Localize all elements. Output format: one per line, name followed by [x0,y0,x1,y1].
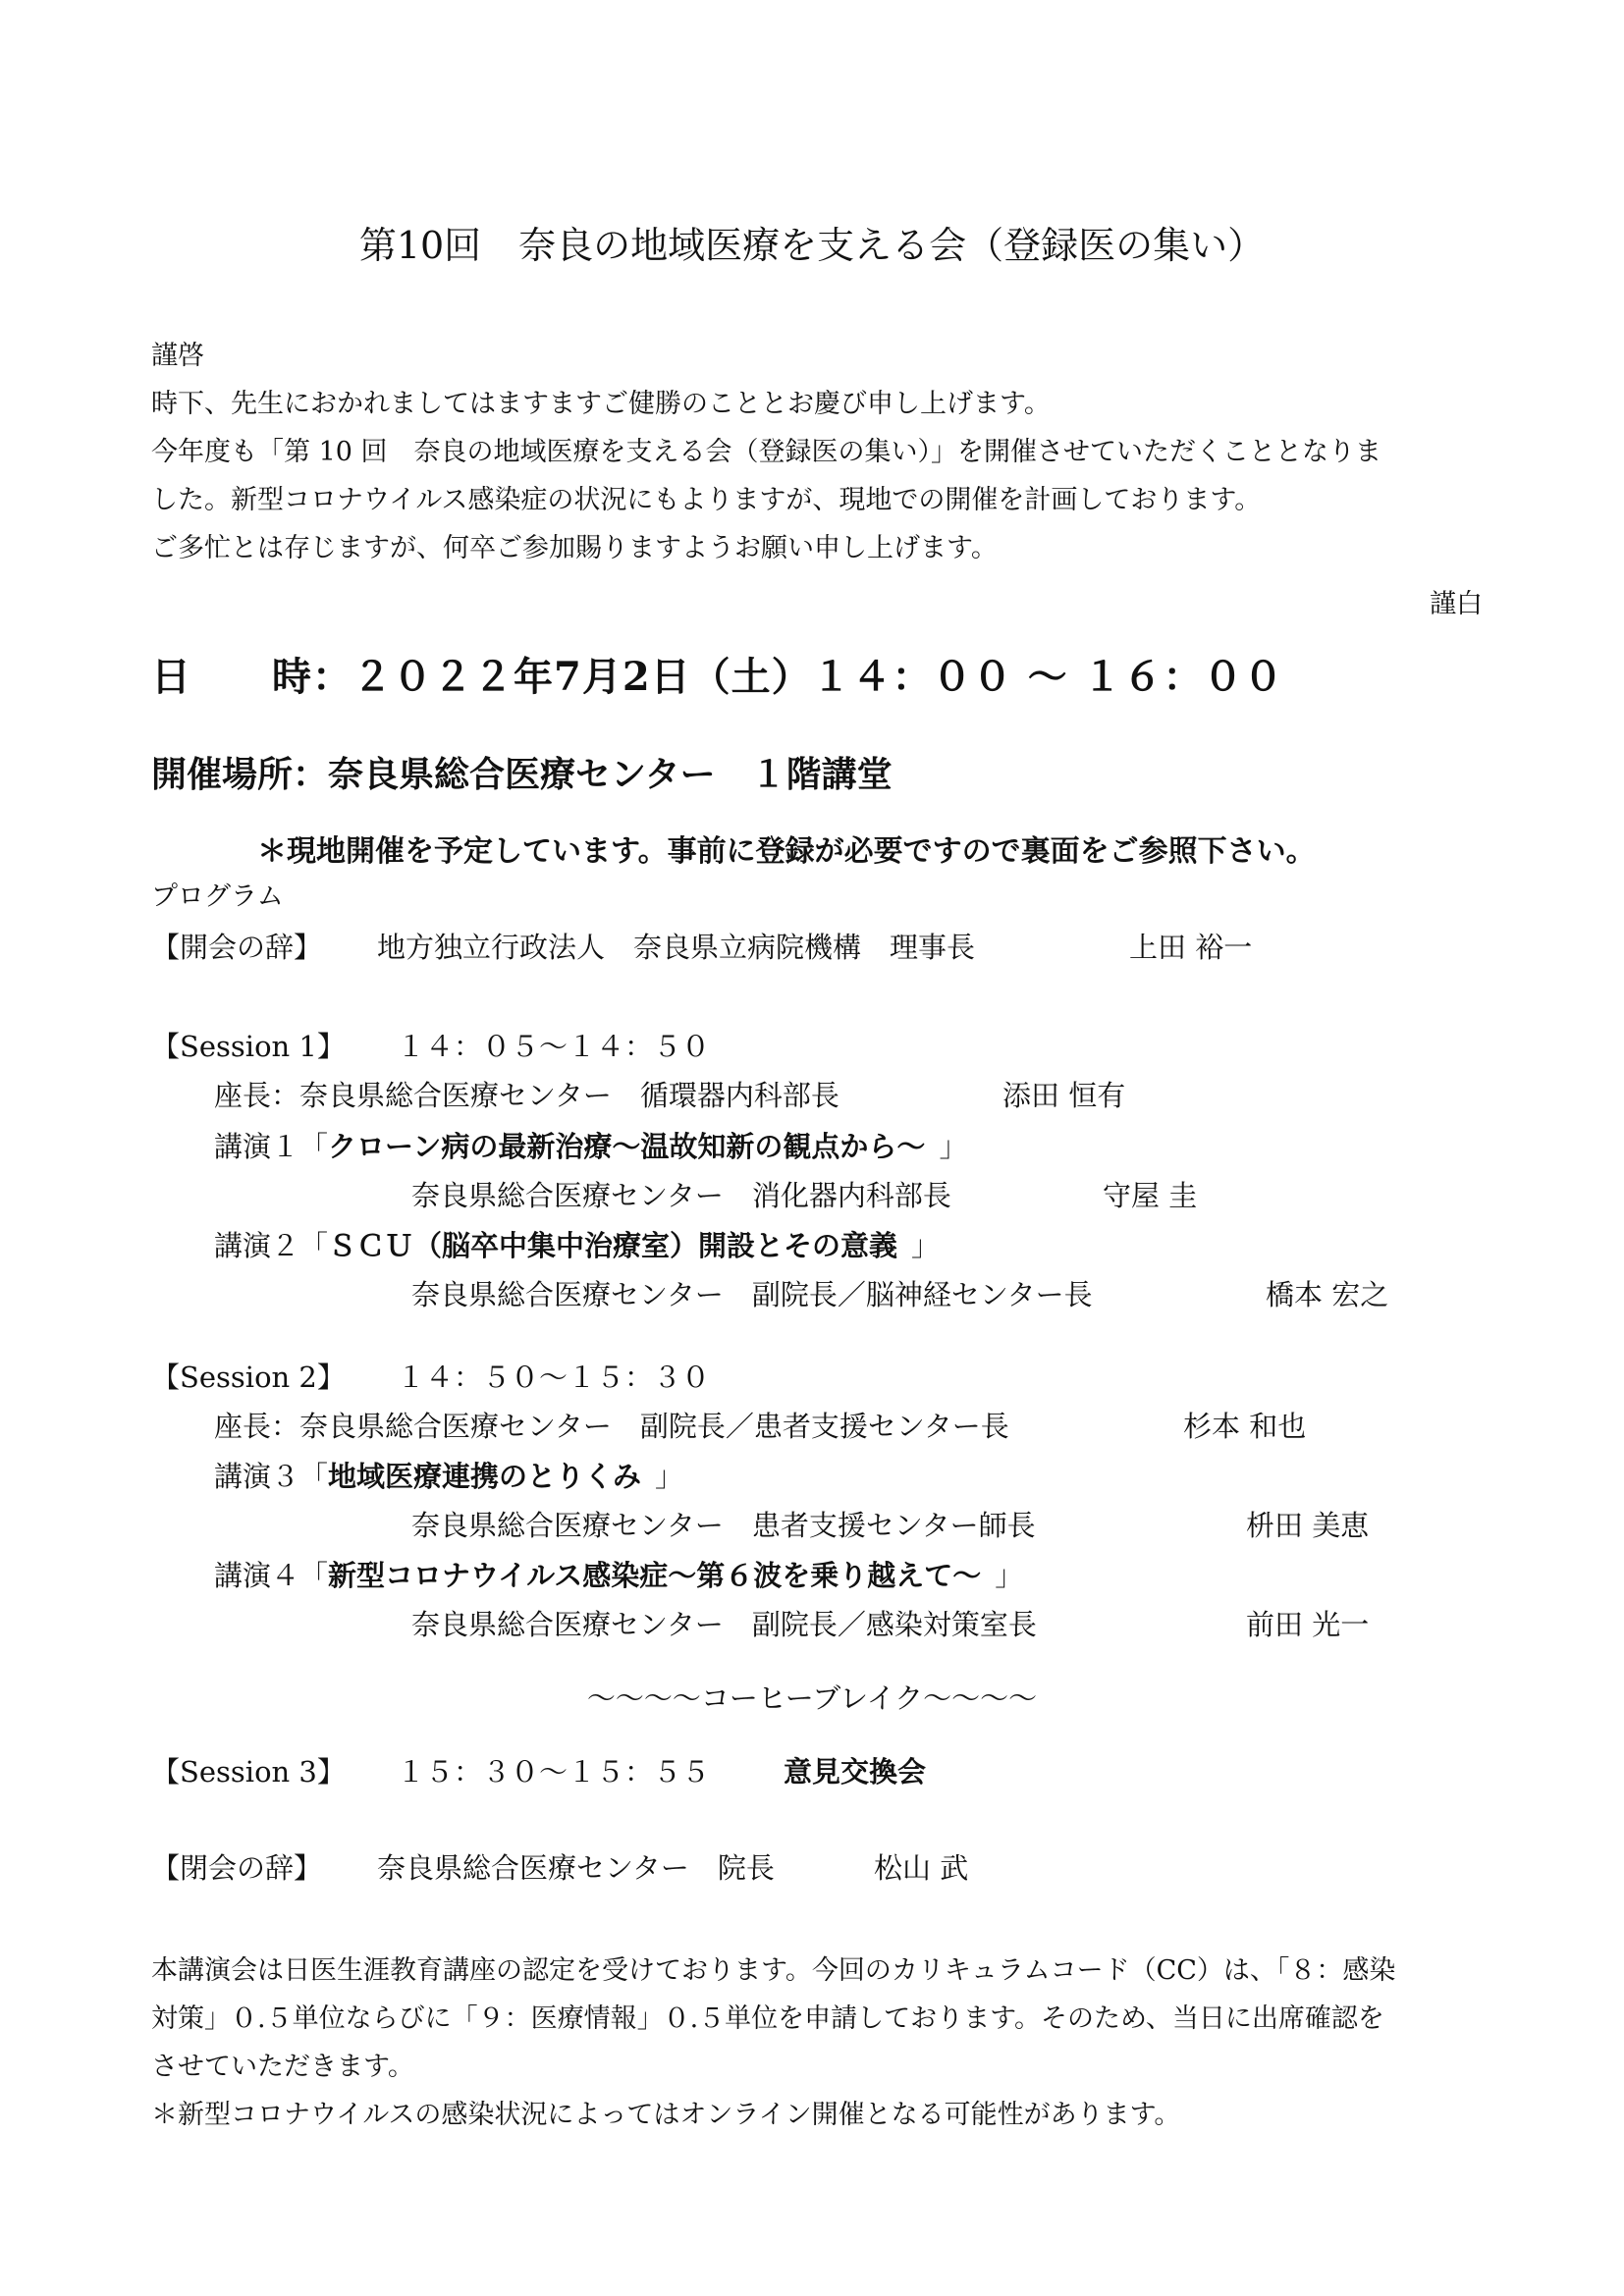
greeting-line: ご多忙とは存じますが、何卒ご参加賜りますようお願い申し上げます。 [151,533,998,563]
chair-label: 座長： [214,1410,300,1443]
greeting-opening: 謹啓 [151,341,204,371]
talk-title: 地域医療連携のとりくみ [328,1460,642,1493]
talk-label: 講演４「 [214,1559,329,1592]
online-note: ＊新型コロナウイルスの感染状況によってはオンライン開催となる可能性があります。 [151,2100,1181,2130]
talk-label: 講演２「 [214,1229,329,1262]
talk-title-line [214,1553,1023,1598]
talk-close: 」 [939,1130,968,1163]
session3-line [151,1749,926,1794]
chair-org: 奈良県総合医療センター 副院長／患者支援センター長 [299,1410,1009,1443]
coffee-break: ～～～～コーヒーブレイク～～～～ [586,1682,1038,1715]
greeting-line: した。新型コロナウイルス感染症の状況にもよりますが、現地での開催を計画しております。 [151,485,1262,515]
talk-label: 講演１「 [214,1130,329,1163]
speaker-name: 枡田 美恵 [1246,1509,1370,1542]
datetime-label: 日 時： [151,654,352,700]
closing-remarks-name: 松山 武 [874,1851,969,1885]
session-header [151,1355,710,1400]
speaker-name: 守屋 圭 [1103,1179,1198,1212]
speaker-org: 奈良県総合医療センター 副院長／脳神経センター長 [411,1278,1093,1311]
greeting-line: 時下、先生におかれましてはますますご健勝のこととお慶び申し上げます。 [151,389,1051,419]
opening-remarks [151,925,1252,970]
chair-name: 杉本 和也 [1183,1410,1307,1443]
talk-speaker [411,1173,1197,1218]
event-venue [151,748,893,801]
speaker-name: 前田 光一 [1246,1608,1370,1641]
datetime-value: ２０２２年7月2日（土）１４：００ ～ １６：００ [352,654,1284,700]
chair-label: 座長： [214,1079,300,1112]
event-datetime [151,648,1284,707]
talk-title: クローン病の最新治療～温故知新の観点から～ [328,1130,926,1163]
talk-close: 」 [911,1229,941,1262]
cc-note-line: 本講演会は日医生涯教育講座の認定を受けております。今回のカリキュラムコード（CC）は、「８：感染 [151,1955,1396,1986]
session3-time: １５：３０～１５：５５ [397,1755,711,1789]
session-time: １４：０５～１４：５０ [397,1030,711,1063]
talk-title-line [214,1454,683,1499]
talk-speaker [411,1602,1369,1647]
greeting-closing: 謹白 [1430,589,1483,619]
registration-notice: ＊現地開催を予定しています。事前に登録が必要ですので裏面をご参照下さい。 [257,834,1316,869]
talk-speaker [411,1272,1388,1317]
opening-remarks-org: 地方独立行政法人 奈良県立病院機構 理事長 [377,931,976,964]
talk-title-line [214,1124,967,1169]
session-label: 【Session 1】 [151,1030,346,1063]
talk-speaker [411,1503,1369,1548]
talk-close: 」 [655,1460,684,1493]
program-label: プログラム [151,881,284,912]
session-chair [214,1404,1306,1449]
opening-remarks-label: 【開会の辞】 [151,931,323,964]
page-title: 第10回 奈良の地域医療を支える会（登録医の集い） [358,224,1266,267]
venue-value: 奈良県総合医療センター １階講堂 [328,754,893,795]
talk-label: 講演３「 [214,1460,329,1493]
talk-title: 新型コロナウイルス感染症～第６波を乗り越えて～ [328,1559,982,1592]
speaker-org: 奈良県総合医療センター 副院長／感染対策室長 [411,1608,1037,1641]
session3-title: 意見交換会 [784,1755,927,1789]
session-label: 【Session 2】 [151,1361,346,1394]
closing-remarks-label: 【閉会の辞】 [151,1851,323,1885]
talk-title-line [214,1223,940,1268]
talk-close: 」 [995,1559,1024,1592]
session3-label: 【Session 3】 [151,1755,346,1789]
closing-remarks-org: 奈良県総合医療センター 院長 [377,1851,775,1885]
speaker-name: 橋本 宏之 [1266,1278,1389,1311]
venue-label: 開催場所： [151,754,329,795]
speaker-org: 奈良県総合医療センター 患者支援センター師長 [411,1509,1036,1542]
opening-remarks-name: 上田 裕一 [1129,931,1253,964]
cc-note-line: 対策」０.５単位ならびに「９：医療情報」０.５単位を申請しております。そのため、当日に出席確認を [151,2003,1384,2034]
session-chair [214,1073,1125,1118]
closing-remarks [151,1845,968,1891]
chair-org: 奈良県総合医療センター 循環器内科部長 [299,1079,839,1112]
greeting-line: 今年度も「第 10 回 奈良の地域医療を支える会（登録医の集い）」を開催させていただくこととなりま [151,437,1382,467]
cc-note-line: させていただきます。 [151,2052,414,2082]
chair-name: 添田 恒有 [1002,1079,1126,1112]
session-time: １４：５０～１５：３０ [397,1361,711,1394]
session-header [151,1024,710,1069]
talk-title: ＳＣＵ（脳卒中集中治療室）開設とその意義 [328,1229,898,1262]
speaker-org: 奈良県総合医療センター 消化器内科部長 [411,1179,951,1212]
